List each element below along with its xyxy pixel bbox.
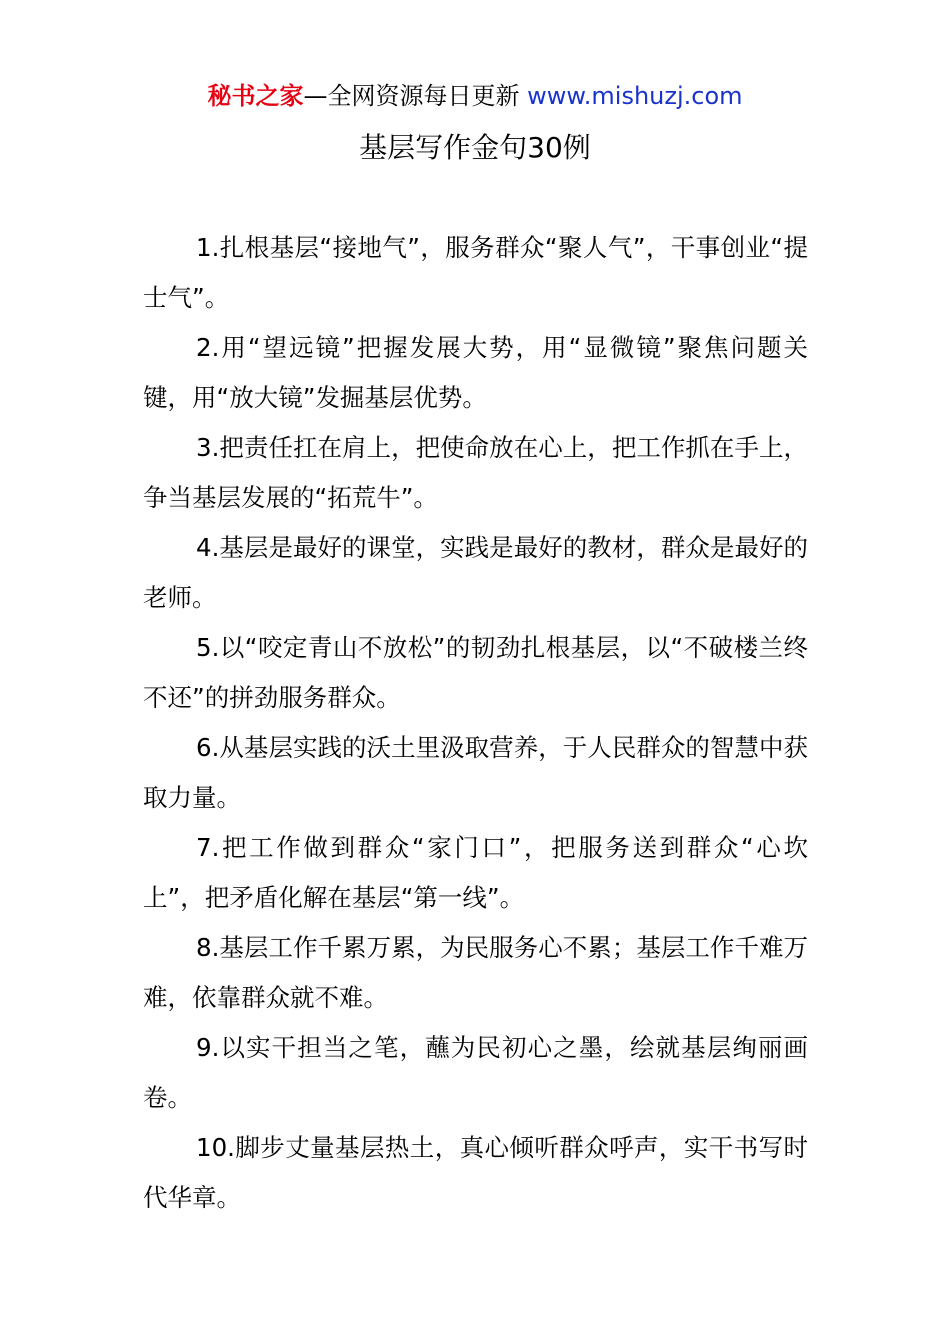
paragraph-5: 5.以“咬定青山不放松”的韧劲扎根基层，以“不破楼兰终不还”的拼劲服务群众。: [143, 633, 808, 712]
header-tagline: —全网资源每日更新: [303, 82, 520, 110]
site-header: [0, 80, 950, 112]
paragraph-4: 4.基层是最好的课堂，实践是最好的教材，群众是最好的老师。: [143, 533, 808, 612]
paragraph-2: 2.用“望远镜”把握发展大势，用“显微镜”聚焦问题关键，用“放大镜”发掘基层优势。: [143, 333, 808, 412]
paragraph-7: 7.把工作做到群众“家门口”，把服务送到群众“心坎上”，把矛盾化解在基层“第一线”。: [143, 833, 808, 912]
document-title: 基层写作金句30例: [359, 131, 591, 164]
paragraph-10: 10.脚步丈量基层热土，真心倾听群众呼声，实干书写时代华章。: [143, 1133, 808, 1212]
paragraph-1: 1.扎根基层“接地气”，服务群众“聚人气”，干事创业“提士气”。: [143, 233, 808, 312]
paragraph-3: 3.把责任扛在肩上，把使命放在心上，把工作抓在手上，争当基层发展的“拓荒牛”。: [143, 433, 808, 512]
paragraph-9: 9.以实干担当之笔，蘸为民初心之墨，绘就基层绚丽画卷。: [143, 1033, 808, 1112]
brand-name: 秘书之家: [207, 82, 304, 110]
site-url-link[interactable]: www.mishuzj.com: [527, 82, 743, 110]
document-body: [143, 223, 808, 1223]
paragraph-6: 6.从基层实践的沃土里汲取营养，于人民群众的智慧中获取力量。: [143, 733, 808, 812]
paragraph-8: 8.基层工作千累万累，为民服务心不累；基层工作千难万难，依靠群众就不难。: [143, 933, 808, 1012]
